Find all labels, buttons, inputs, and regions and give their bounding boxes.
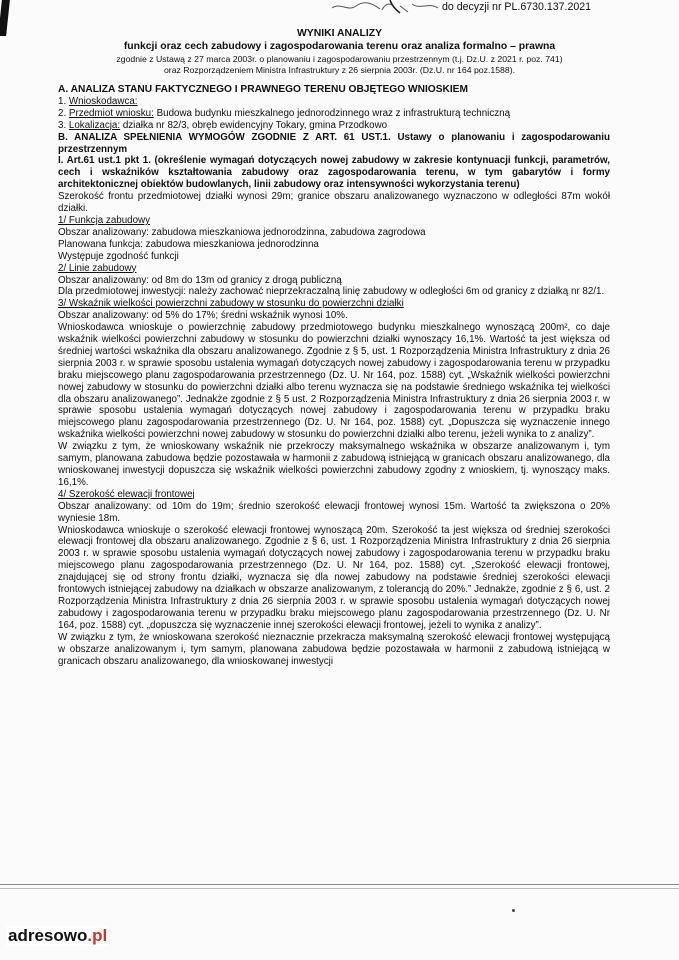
building-lines-heading: 2/ Linie zabudowy	[58, 262, 137, 274]
coverage-ratio-request: Wnioskodawca wnioskuje o powierzchnię zabudowy przedmiotowego budynku mieszkalnego wynoszącą 200m², co daje wskaźnik wielkości powierzchni zabudowy w stosunku do powierzchni działki wynoszący 16,1%. Wartość ta jest większa od średniej wartości wskaźnika dla obszaru analizowanego. Zgodnie z § 5, ust. 1 Rozporządzenia Ministra Infrastruktury z dnia 26 sierpnia 2003 r. w sprawie sposobu ustalenia wymagań dotyczących nowej zabudowy i zagospodarowania terenu w przypadku braku miejscowego planu zagospodarowania przestrzennego (Dz. U. Nr 164, poz. 1588) cyt. „Wskaźnik wielkości powierzchni nowej zabudowy w stosunku do powierzchni działki albo terenu wyznacza się na podstawie średniego wskaźnika tej wielkości dla obszaru analizowanego”. Jednakże zgodnie z § 5 ust. 2 Rozporządzenia Ministra Infrastruktury z dnia 26 sierpnia 2003 r. w sprawie sposobu ustalenia wymagań dotyczących nowej zabudowy i zagospodarowania terenu w przypadku braku miejscowego planu zagospodarowania przestrzennego (Dz. U. Nr 164, poz. 1588) cyt. „Dopuszcza się wyznaczenie innego wskaźnika wielkości powierzchni nowej zabudowy w stosunku do powierzchni działki albo terenu, jeżeli wynika to z analizy”.	[58, 322, 610, 441]
coverage-ratio-conclusion: W związku z tym, że wnioskowany wskaźnik nie przekroczy maksymalnego wskaźnika w obszarze analizowanym i, tym samym, planowana zabudowa będzie pozostawała w harmonii z zabudową istniejącą w granicach obszaru analizowanego, dla wnioskowanej inwestycji dopuszcza się wskaźnik wielkości powierzchni zabudowy zgodny z wnioskiem, tj. wynoszący maks. 16,1%.	[58, 441, 610, 488]
section-a-heading: A. ANALIZA STANU FAKTYCZNEGO I PRAWNEGO TERENU OBJĘTEGO WNIOSKIEM	[58, 84, 468, 95]
section-b-subheading: I. Art.61 ust.1 pkt 1. (określenie wymagań dotyczących nowej zabudowy w zakresie kontynuacji funkcji, parametrów, cech i wskaźników kształtowania zabudowy oraz zagospodarowania terenu, w tym gabarytów i formy architektonicznej obiektów budowlanych, linii zabudowy oraz intensywności wykorzystania terenu)	[58, 155, 610, 191]
function-planned: Planowana funkcja: zabudowa mieszkaniowa jednorodzinna	[58, 238, 319, 250]
section-b-heading: B. ANALIZA SPEŁNIENIA WYMOGÓW ZGODNIE Z ART. 61 UST.1. Ustawy o planowaniu i zagospodarowaniu przestrzennym	[58, 131, 610, 155]
subject-line: 2. Przedmiot wniosku: Budowa budynku mieszkalnego jednorodzinnego wraz z infrastrukturą techniczną	[58, 107, 511, 119]
building-lines-investment: Dla przedmiotowej inwestycji: należy zachować nieprzekraczalną linię zabudowy w odległości 6m od granicy z działką nr 82/1.	[58, 286, 605, 298]
applicant-label: Wnioskodawca:	[68, 95, 138, 107]
location-line: 3. Lokalizacja: działka nr 82/3, obręb ewidencyjny Tokary, gmina Przodkowo	[58, 119, 388, 131]
facade-width-area: Obszar analizowany: od 10m do 19m; średnio szerokość elewacji frontowej wynosi 15m. Wartość ta zwiększona o 20% wyniesie 18m.	[58, 500, 610, 524]
facade-width-heading: 4/ Szerokość elewacji frontowej	[58, 488, 195, 500]
document-subtitle: funkcji oraz cech zabudowy i zagospodarowania terenu oraz analiza formalno – prawna	[123, 41, 556, 52]
facade-width-conclusion: W związku z tym, że wnioskowana szerokość nieznacznie przekracza maksymalną szerokość elewacji frontowej występującą w obszarze analizowanym i, tym samym, planowana zabudowa będzie pozostawała w harmonii z zabudową istniejącą w granicach obszaru analizowanego, dla wnioskowanej inwestycji	[58, 631, 610, 667]
location-label: Lokalizacja:	[68, 119, 121, 131]
subject-label: Przedmiot wniosku:	[68, 107, 154, 119]
legal-basis-line-1: zgodnie z Ustawą z 27 marca 2003r. o planowaniu i zagospodarowaniu przestrzennym (t.j. Dz.U. z 2021 r. poz. 741)	[116, 54, 563, 64]
building-lines-area: Obszar analizowany: od 8m do 13m od granicy z drogą publiczną	[58, 274, 342, 286]
signature-scribble	[330, 0, 440, 14]
location-value: działka nr 82/3, obręb ewidencyjny Tokary, gmina Przodkowo	[120, 119, 388, 131]
document-title: WYNIKI ANALIZY	[296, 28, 383, 39]
function-heading: 1/ Funkcja zabudowy	[58, 214, 151, 226]
plot-front-intro: Szerokość frontu przedmiotowej działki wynosi 29m; granice obszaru analizowanego wyznaczono w odległości 87m wokół działki.	[58, 191, 610, 215]
coverage-ratio-heading: 3/ Wskaźnik wielkości powierzchni zabudowy w stosunku do powierzchni działki	[58, 298, 404, 310]
adresowo-watermark: adresowo.pl	[8, 926, 108, 945]
applicant-line: 1. Wnioskodawca:	[58, 95, 138, 107]
coverage-ratio-area: Obszar analizowany: od 5% do 17%; średni wskaźnik wynosi 10%.	[58, 310, 348, 322]
function-conformity: Występuje zgodność funkcji	[58, 250, 179, 262]
legal-basis-line-2: oraz Rozporządzeniem Ministra Infrastruktury z 26 sierpnia 2003r. (Dz.U. nr 164 poz.1588).	[163, 65, 516, 75]
document-body	[58, 84, 610, 667]
decision-reference: do decyzji nr PL.6730.137.2021	[442, 1, 592, 13]
scan-speck	[512, 909, 515, 912]
footer-divider-secondary	[0, 888, 679, 889]
footer-divider	[0, 884, 679, 885]
facade-width-request: Wnioskodawca wnioskuje o szerokość elewacji frontowej wynoszącą 20m. Szerokość ta jest większa od średniej szerokości elewacji frontowej dla obszaru analizowanego. Zgodnie z § 6, ust. 1 Rozporządzenia Ministra Infrastruktury z dnia 26 sierpnia 2003 r. w sprawie sposobu ustalenia wymagań dotyczących nowej zabudowy i zagospodarowania terenu w przypadku braku miejscowego planu zagospodarowania przestrzennego (Dz. U. Nr 164, poz. 1588) cyt. „Szerokość elewacji frontowej, znajdującej się od strony frontu działki, wyznacza się dla nowej zabudowy na podstawie średniej szerokości elewacji frontowych istniejącej zabudowy na działkach w obszarze analizowanym, z tolerancją do 20%.” Jednakże, zgodnie z § 6, ust. 2 Rozporządzenia Ministra Infrastruktury z dnia 26 sierpnia 2003 r. w sprawie sposobu ustalenia wymagań dotyczących nowej zabudowy i zagospodarowania terenu w przypadku braku miejscowego planu zagospodarowania przestrzennego (Dz. U. Nr 164, poz. 1588) cyt. „dopuszcza się wyznaczenie innej szerokości elewacji frontowej, jeżeli to wynika z analizy”.	[58, 524, 610, 631]
subject-value: Budowa budynku mieszkalnego jednorodzinnego wraz z infrastrukturą techniczną	[153, 107, 511, 119]
function-area: Obszar analizowany: zabudowa mieszkaniowa jednorodzinna, zabudowa zagrodowa	[58, 226, 426, 238]
